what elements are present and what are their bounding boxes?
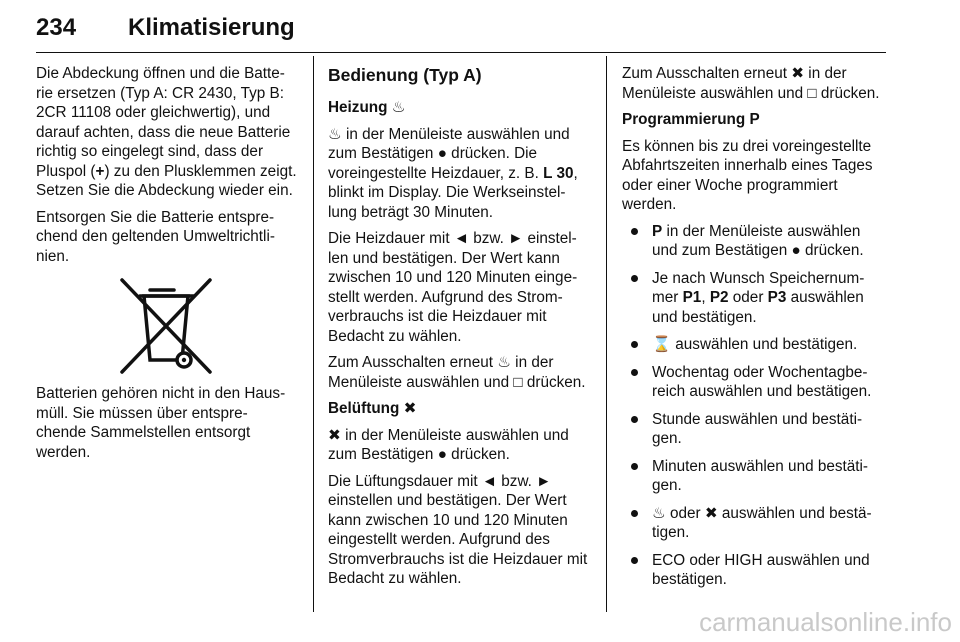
recycle-bin-icon	[114, 276, 218, 376]
list-item: Minuten auswählen und bestäti- gen.	[622, 457, 886, 496]
heat-icon: ♨	[328, 125, 342, 143]
fan-icon: ✖	[704, 504, 718, 522]
ventilation-paragraph-2: Die Lüftungsdauer mit ◄ bzw. ► einstellen und bestätigen. Der Wert kann zwischen 10 und 120 Minuten eingestellt werden. Aufgrund des Stromverbrauchs ist die Heizdauer mit Bedacht zu wählen.	[328, 472, 588, 587]
section-title: Klimatisierung	[128, 14, 295, 41]
plus-icon: +	[95, 162, 105, 180]
programming-title: Programmierung P	[622, 111, 760, 128]
list-item: Je nach Wunsch Speichernum- mer P1, P2 oder P3 auswählen und bestätigen.	[622, 269, 886, 328]
page-number: 234	[36, 14, 77, 41]
button-dot-icon: ●	[437, 446, 447, 463]
heating-paragraph-2: Die Heizdauer mit ◄ bzw. ► einstel- len und bestätigen. Der Wert kann zwischen 10 und 120 Minuten einge- stellt werden. Aufgrund des Strom- verbrauchs ist die Heizdauer mit Bedacht zu wählen.	[328, 230, 578, 345]
column-divider	[606, 56, 607, 612]
square-icon: □	[807, 84, 817, 102]
battery-replace-paragraph: Die Abdeckung öffnen und die Batte- rie ersetzen (Typ A: CR 2430, Typ B: 2CR 11108 oder gleichwertig), und darauf achten, dass die neue Batterie richtig so eingelegt sind, dass der Pluspol (+) zu den Plusklemmen zeigt. Setzen Sie die Abdeckung wieder ein.	[36, 65, 297, 199]
ventilation-paragraph-1: ✖ in der Menüleiste auswählen und zum Bestätigen ● drücken.	[328, 426, 569, 463]
list-item: Wochentag oder Wochentagbe- reich auswählen und bestätigen.	[622, 363, 886, 402]
clock-icon: ⌛	[652, 336, 672, 353]
operation-heading: Bedienung (Typ A)	[328, 65, 482, 85]
heat-icon: ♨	[391, 99, 406, 116]
page-header	[36, 12, 886, 53]
square-icon: □	[513, 373, 523, 391]
heat-icon: ♨	[497, 354, 511, 371]
button-dot-icon: ●	[791, 242, 801, 259]
list-item: Stunde auswählen und bestäti- gen.	[622, 410, 886, 449]
arrow-right-icon: ►	[508, 230, 524, 247]
disposal-paragraph: Entsorgen Sie die Batterie entspre- chend den geltenden Umweltrichtli- nien.	[36, 208, 275, 265]
arrow-right-icon: ►	[536, 472, 552, 490]
arrow-left-icon: ◄	[453, 230, 469, 247]
fan-icon: ✖	[328, 426, 341, 444]
column-middle	[328, 64, 590, 596]
heat-icon: ♨	[652, 504, 666, 522]
arrow-left-icon: ◄	[481, 472, 498, 490]
heating-paragraph-1: ♨ in der Menüleiste auswählen und zum Bestätigen ● drücken. Die voreingestellte Heizdauer, z. B. L 30, blinkt im Display. Die Werkseinstel- lung beträgt 30 Minuten.	[328, 125, 578, 221]
programming-steps	[622, 222, 886, 590]
column-left	[36, 64, 298, 469]
fan-icon: ✖	[403, 400, 417, 417]
household-waste-paragraph: Batterien gehören nicht in den Haus- müll. Sie müssen über entspre- chende Sammelstellen entsorgt werden.	[36, 385, 286, 461]
list-item: P in der Menüleiste auswählen und zum Bestätigen ● drücken.	[622, 222, 886, 261]
programming-paragraph: Es können bis zu drei voreingestellte Abfahrtszeiten innerhalb eines Tages oder einer Woche programmiert werden.	[622, 137, 873, 213]
heating-paragraph-3: Zum Ausschalten erneut ♨ in der Menüleiste auswählen und □ drücken.	[328, 354, 586, 391]
column-right	[622, 64, 886, 598]
list-item: ♨ oder ✖ auswählen und bestä- tigen.	[622, 504, 886, 543]
list-item: ECO oder HIGH auswählen und bestätigen.	[622, 551, 886, 590]
button-dot-icon: ●	[437, 145, 447, 162]
watermark: carmanualsonline.info	[699, 607, 952, 637]
fan-icon: ✖	[791, 65, 805, 82]
heating-title: Heizung ♨	[328, 99, 406, 116]
list-item: ⌛ auswählen und bestätigen.	[622, 335, 886, 355]
ventilation-title: Belüftung ✖	[328, 400, 417, 417]
ventilation-off-paragraph: Zum Ausschalten erneut ✖ in der Menüleiste auswählen und □ drücken.	[622, 65, 880, 102]
column-divider	[313, 56, 314, 612]
